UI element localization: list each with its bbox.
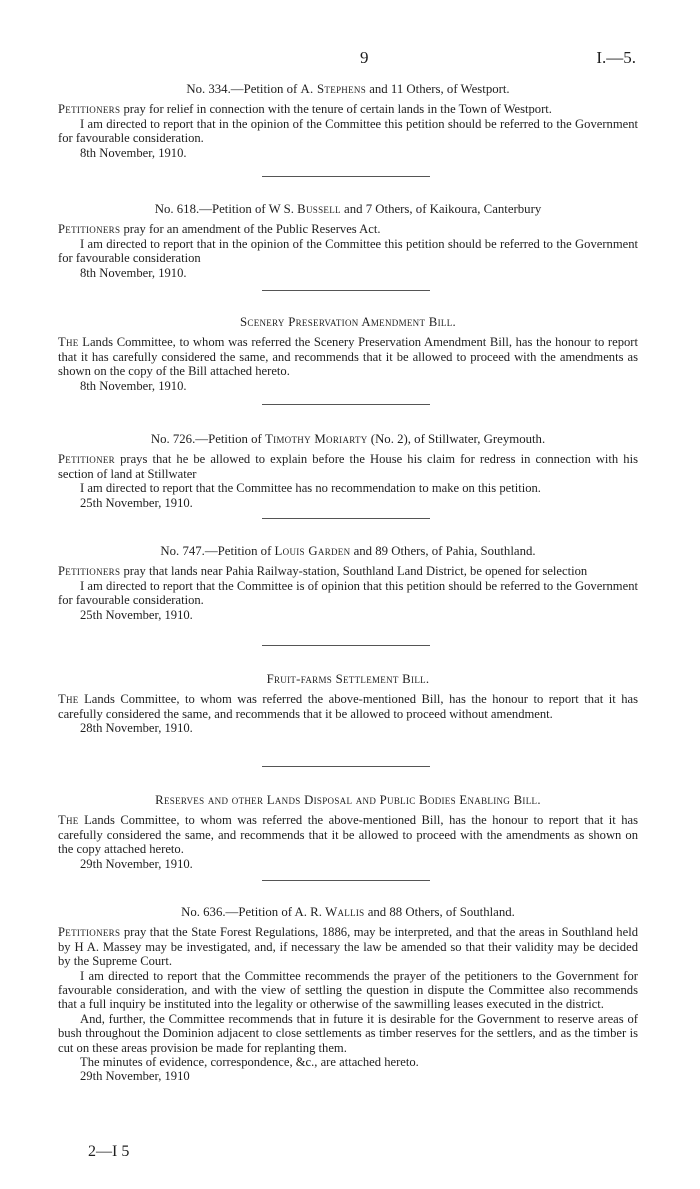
document-reference: I.—5. bbox=[596, 48, 636, 67]
committee-report: I am directed to report that the Committee has no recommendation to make on this petition. bbox=[80, 481, 541, 496]
committee-recommendation: And, further, the Committee recommends that in future it is desirable for the Government to reserve areas of bush throughout the Dominion adjacent to close settlements as timber reserves for the settlers, and as the timber is cut on these areas provision be made for replanting them. bbox=[58, 1011, 638, 1055]
section-divider bbox=[262, 880, 430, 881]
petition-title: No. 726.—Petition of Timothy Moriarty (No. 2), of Stillwater, Greymouth. bbox=[150, 432, 546, 446]
petition-636 bbox=[58, 905, 638, 1084]
petition-prayer: Petitioners pray for an amendment of the Public Reserves Act. bbox=[58, 222, 381, 237]
signature-mark: 2—I 5 bbox=[88, 1143, 130, 1160]
petition-prayer: Petitioners pray that the State Forest Regulations, 1886, may be interpreted, and that the areas in Southland held by H A. Massey may be investigated, and, if necessary the law be amended so that their validity may be decided by the Supreme Court. bbox=[58, 925, 638, 969]
section-divider bbox=[262, 766, 430, 767]
report-date: 28th November, 1910. bbox=[80, 721, 193, 736]
committee-report: The Lands Committee, to whom was referred the above-mentioned Bill, has the honour to report that it has carefully considered the same, and recommends that it be allowed to proceed without amendment. bbox=[58, 692, 638, 721]
petition-title: No. 636.—Petition of A. R. Wallis and 88 Others, of Southland. bbox=[181, 905, 515, 919]
bill-title: Fruit-farms Settlement Bill. bbox=[266, 672, 430, 686]
report-date: 8th November, 1910. bbox=[80, 145, 187, 160]
section-divider bbox=[262, 645, 430, 646]
committee-report: I am directed to report that in the opinion of the Committee this petition should be referred to the Government for favourable consideration bbox=[58, 236, 638, 266]
petition-title: No. 747.—Petition of Louis Garden and 89 Others, of Pahia, Southland. bbox=[160, 544, 536, 558]
petition-747 bbox=[58, 544, 638, 622]
committee-report: The Lands Committee, to whom was referred the Scenery Preservation Amendment Bill, has the honour to report that it has carefully considered the same, and recommends that it be allowed to proceed with the amendments as shown on the copy of the Bill attached hereto. bbox=[58, 335, 638, 379]
report-date: 29th November, 1910. bbox=[80, 856, 193, 871]
petition-618 bbox=[58, 202, 638, 280]
committee-report: I am directed to report that in the opinion of the Committee this petition should be referred to the Government for favourable consideration. bbox=[58, 116, 638, 146]
petition-title: No. 334.—Petition of A. Stephens and 11 Others, of Westport. bbox=[186, 82, 510, 96]
report-date: 8th November, 1910. bbox=[80, 378, 187, 393]
committee-report: I am directed to report that the Committee recommends the prayer of the petitioners to the Government for favourable consideration, and with the view of settling the question in dispute the Committee also recommends that a full inquiry be instituted into the legality or otherwise of the sawmilling leases executed in the district. bbox=[58, 968, 638, 1012]
page-number: 9 bbox=[360, 48, 369, 67]
report-date: 8th November, 1910. bbox=[80, 265, 187, 280]
bill-title: Reserves and other Lands Disposal and Public Bodies Enabling Bill. bbox=[155, 793, 541, 807]
committee-report: I am directed to report that the Committee is of opinion that this petition should be referred to the Government for favourable consideration. bbox=[58, 578, 638, 608]
petition-726 bbox=[58, 432, 638, 510]
attachments-note: The minutes of evidence, correspondence, &c., are attached hereto. bbox=[80, 1055, 419, 1070]
report-date: 25th November, 1910. bbox=[80, 607, 193, 622]
petition-prayer: Petitioner prays that he be allowed to explain before the House his claim for redress in connection with his section of land at Stillwater bbox=[58, 452, 638, 481]
section-divider bbox=[262, 176, 430, 177]
scenery-preservation-bill bbox=[58, 315, 638, 393]
report-date: 29th November, 1910 bbox=[80, 1069, 190, 1084]
bill-title: Scenery Preservation Amendment Bill. bbox=[239, 315, 456, 329]
petition-prayer: Petitioners pray that lands near Pahia Railway-station, Southland Land District, be opened for selection bbox=[58, 564, 588, 579]
section-divider bbox=[262, 404, 430, 405]
reserves-disposal-bill bbox=[58, 793, 638, 871]
petition-title: No. 618.—Petition of W S. Bussell and 7 Others, of Kaikoura, Canterbury bbox=[154, 202, 542, 216]
section-divider bbox=[262, 518, 430, 519]
fruit-farms-settlement-bill bbox=[58, 672, 638, 736]
committee-report: The Lands Committee, to whom was referred the above-mentioned Bill, has the honour to report that it has carefully considered the same, and recommends that it be allowed to proceed with the amendments as shown on the copy attached hereto. bbox=[58, 813, 638, 857]
section-divider bbox=[262, 290, 430, 291]
petition-prayer: Petitioners pray for relief in connection with the tenure of certain lands in the Town of Westport. bbox=[58, 102, 552, 117]
report-date: 25th November, 1910. bbox=[80, 495, 193, 510]
petition-334 bbox=[58, 82, 638, 160]
